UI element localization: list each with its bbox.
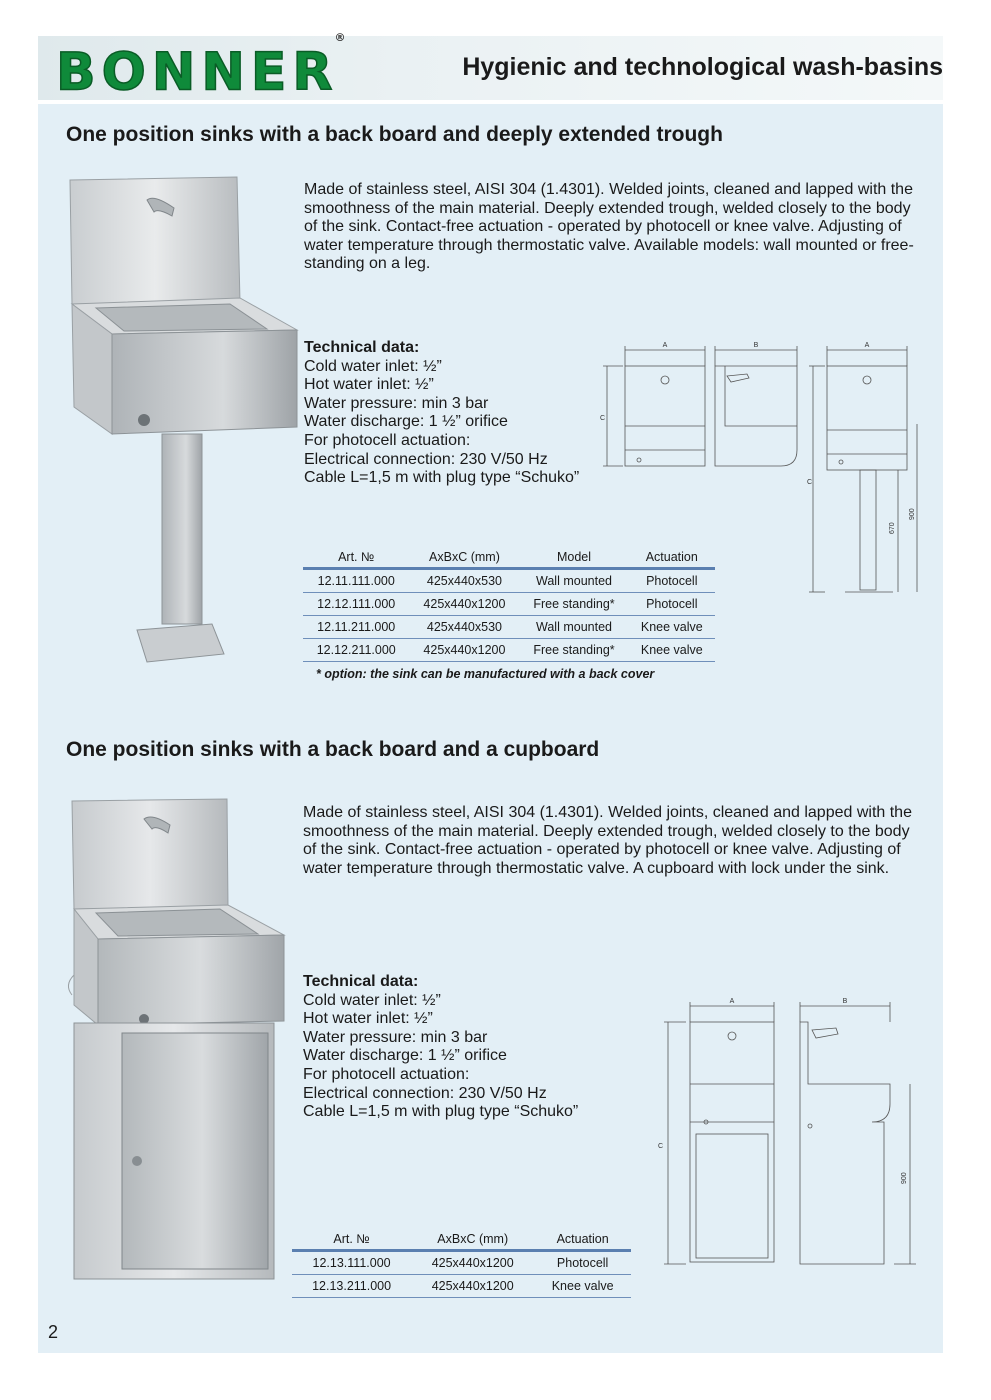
section1-description: Made of stainless steel, AISI 304 (1.4301). Welded joints, cleaned and lapped with the smoothness of the main material. Deeply extended trough, welded closely to the body of the sink. Contact-free actuation - operated by photocell or knee valve. Adjusting of water temperature through thermostatic valve. Available models: wall mounted or free-standing on a leg. bbox=[304, 181, 914, 273]
header-title: Hygienic and technological wash-basins bbox=[462, 53, 943, 81]
sink-cupboard-photo bbox=[62, 795, 292, 1285]
section1-technical-data bbox=[304, 339, 579, 488]
table-row bbox=[292, 1251, 631, 1275]
drawing-label-a: A bbox=[729, 998, 735, 1005]
brand-logo: BONNER® bbox=[56, 31, 346, 103]
table-header-row bbox=[292, 1229, 631, 1251]
cell: Photocell bbox=[534, 1251, 631, 1275]
drawing-label-900: 900 bbox=[901, 1172, 908, 1184]
drawing-label-c2: C bbox=[807, 479, 813, 486]
drawing-label-c: C bbox=[600, 415, 606, 422]
cell: Wall mounted bbox=[519, 616, 628, 639]
tech-line: Water discharge: 1 ½” orifice bbox=[304, 413, 508, 431]
tech-line: Cold water inlet: ½” bbox=[303, 991, 441, 1009]
cell: Knee valve bbox=[534, 1275, 631, 1298]
cell: 425x440x530 bbox=[409, 616, 519, 639]
cell: 12.11.111.000 bbox=[303, 569, 409, 593]
tech-title: Technical data: bbox=[303, 973, 419, 990]
section2-description: Made of stainless steel, AISI 304 (1.4301). Welded joints, cleaned and lapped with the smoothness of the main material. Deeply extended trough, welded closely to the body of the sink. Contact-free actuation - operated by photocell or knee valve. Adjusting of water temperature through thermostatic valve. A cupboard with lock under the sink. bbox=[303, 804, 912, 877]
section1-spec-table bbox=[303, 547, 715, 662]
cell: 425x440x530 bbox=[409, 569, 519, 593]
table-row bbox=[303, 593, 715, 616]
cell: 12.12.111.000 bbox=[303, 593, 409, 616]
tech-line: Electrical connection: 230 V/50 Hz bbox=[303, 1084, 547, 1102]
cell: Photocell bbox=[629, 569, 715, 593]
cell: 425x440x1200 bbox=[409, 593, 519, 616]
tech-line: Cable L=1,5 m with plug type “Schuko” bbox=[304, 469, 580, 487]
table-row bbox=[292, 1275, 631, 1298]
sink-leg-photo bbox=[62, 172, 307, 672]
cell: Knee valve bbox=[629, 639, 715, 662]
cell: 425x440x1200 bbox=[411, 1251, 534, 1275]
drawing-label-a: A bbox=[662, 342, 668, 349]
cell: 425x440x1200 bbox=[409, 639, 519, 662]
drawing-label-a2: A bbox=[864, 342, 870, 349]
drawing-label-670: 670 bbox=[889, 522, 896, 534]
section2-technical-drawing bbox=[650, 992, 920, 1272]
cell: 12.12.211.000 bbox=[303, 639, 409, 662]
cell: 12.13.211.000 bbox=[292, 1275, 411, 1298]
drawing-label-b: B bbox=[753, 342, 759, 349]
cell: 425x440x1200 bbox=[411, 1275, 534, 1298]
cell: 12.11.211.000 bbox=[303, 616, 409, 639]
tech-line: Hot water inlet: ½” bbox=[304, 376, 434, 394]
table-row bbox=[303, 569, 715, 593]
column-header: AxBxC (mm) bbox=[409, 547, 519, 569]
tech-line: For photocell actuation: bbox=[304, 431, 471, 449]
tech-title: Technical data: bbox=[304, 339, 420, 356]
section1-footnote: * option: the sink can be manufactured with a back cover bbox=[316, 667, 655, 681]
tech-line: Electrical connection: 230 V/50 Hz bbox=[304, 450, 548, 468]
page-number: 2 bbox=[48, 1322, 59, 1342]
tech-line: Cable L=1,5 m with plug type “Schuko” bbox=[303, 1103, 579, 1121]
section2-spec-table bbox=[292, 1229, 631, 1298]
section1-title: One position sinks with a back board and deeply extended trough bbox=[66, 123, 723, 146]
column-header: AxBxC (mm) bbox=[411, 1229, 534, 1251]
page-header bbox=[38, 31, 943, 103]
tech-line: For photocell actuation: bbox=[303, 1065, 470, 1083]
drawing-label-b: B bbox=[842, 998, 848, 1005]
column-header: Model bbox=[519, 547, 628, 569]
column-header: Actuation bbox=[629, 547, 715, 569]
cell: Free standing* bbox=[519, 639, 628, 662]
section2-technical-data bbox=[303, 973, 578, 1122]
cell: Knee valve bbox=[629, 616, 715, 639]
tech-line: Water pressure: min 3 bar bbox=[304, 394, 489, 412]
table-header-row bbox=[303, 547, 715, 569]
cell: Free standing* bbox=[519, 593, 628, 616]
column-header: Actuation bbox=[534, 1229, 631, 1251]
tech-line: Cold water inlet: ½” bbox=[304, 357, 442, 375]
tech-line: Hot water inlet: ½” bbox=[303, 1010, 433, 1028]
cell: 12.13.111.000 bbox=[292, 1251, 411, 1275]
drawing-label-900: 900 bbox=[909, 508, 916, 520]
column-header: Art. № bbox=[303, 547, 409, 569]
drawing-label-c: C bbox=[658, 1143, 664, 1150]
cell: Photocell bbox=[629, 593, 715, 616]
tech-line: Water pressure: min 3 bar bbox=[303, 1028, 488, 1046]
tech-line: Water discharge: 1 ½” orifice bbox=[303, 1047, 507, 1065]
column-header: Art. № bbox=[292, 1229, 411, 1251]
section2-title: One position sinks with a back board and a cupboard bbox=[66, 738, 600, 761]
cell: Wall mounted bbox=[519, 569, 628, 593]
table-row bbox=[303, 616, 715, 639]
table-row bbox=[303, 639, 715, 662]
